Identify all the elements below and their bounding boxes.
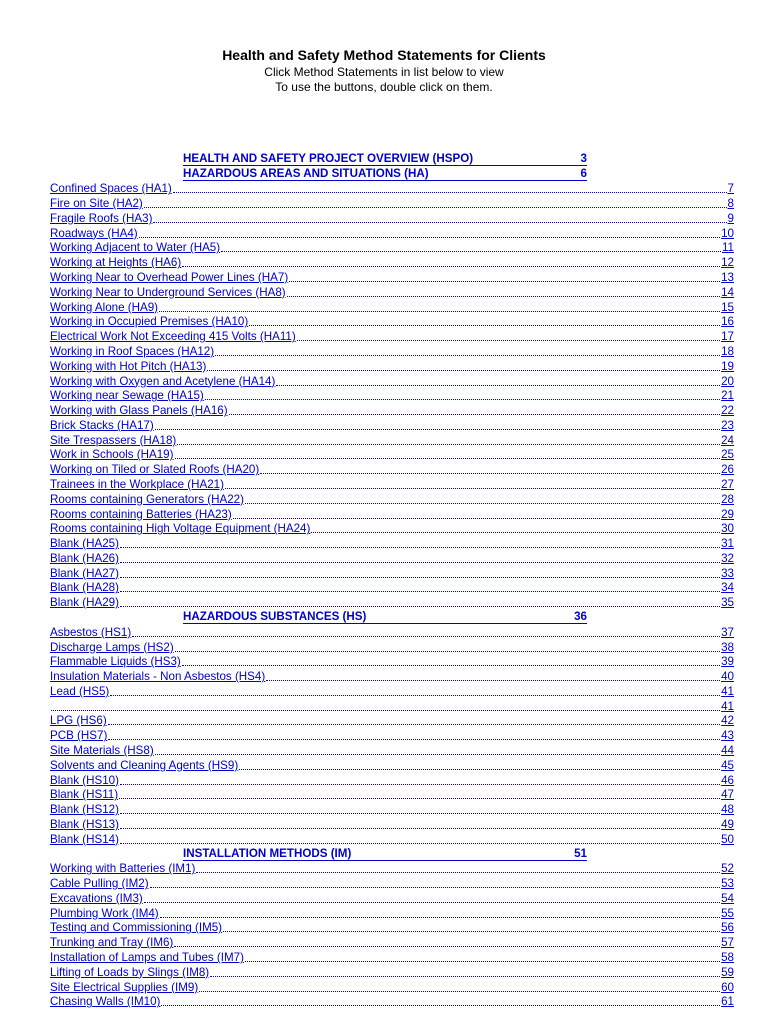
toc-entry-link[interactable] <box>50 655 734 670</box>
dot-leader <box>119 798 720 799</box>
document-title: Health and Safety Method Statements for Clients <box>222 47 546 63</box>
toc-label: Trainees in the Workplace (HA21) <box>50 477 224 491</box>
toc-page-number: 43 <box>721 729 734 743</box>
toc-page-number: 52 <box>721 862 734 876</box>
toc-page-number: 39 <box>721 655 734 669</box>
toc-label: Electrical Work Not Exceeding 415 Volts (HA11) <box>50 330 296 344</box>
toc-page-number: 44 <box>721 744 734 758</box>
dot-leader <box>120 591 720 592</box>
dot-leader <box>199 991 720 992</box>
toc-entry-link[interactable] <box>50 832 734 847</box>
toc-entry-link[interactable] <box>50 684 734 699</box>
dot-leader <box>120 813 720 814</box>
toc-section-link[interactable] <box>50 610 734 625</box>
toc-label: Fragile Roofs (HA3) <box>50 211 153 225</box>
toc-page-number: 38 <box>721 640 734 654</box>
dot-leader <box>233 518 720 519</box>
toc-label: INSTALLATION METHODS (IM) <box>183 846 352 860</box>
dot-leader <box>266 680 720 681</box>
toc-entry-link[interactable] <box>50 980 734 995</box>
toc-page-number: 29 <box>721 507 734 521</box>
toc-page-number: 49 <box>721 817 734 831</box>
toc-label: Site Electrical Supplies (IM9) <box>50 980 199 994</box>
toc-page-number: 21 <box>721 389 734 403</box>
toc-label: Rooms containing High Voltage Equipment (HA24) <box>50 522 311 536</box>
toc-entry-link[interactable] <box>50 876 734 891</box>
toc-entry-link[interactable] <box>50 817 734 832</box>
toc-entry-link[interactable] <box>50 403 734 418</box>
toc-page-number: 61 <box>721 995 734 1009</box>
toc-page-number: 45 <box>721 758 734 772</box>
toc-page-number: 55 <box>721 906 734 920</box>
toc-page-number: 3 <box>580 152 587 165</box>
toc-label: Brick Stacks (HA17) <box>50 418 154 432</box>
toc-page-number: 14 <box>721 285 734 299</box>
toc-page-number: 35 <box>721 596 734 610</box>
toc-label: Roadways (HA4) <box>50 226 138 240</box>
toc-label: Blank (HS14) <box>50 832 119 846</box>
toc-page-number: 59 <box>721 965 734 979</box>
toc-label: Working with Hot Pitch (HA13) <box>50 359 207 373</box>
toc-label: Work in Schools (HA19) <box>50 448 174 462</box>
dot-leader <box>239 769 720 770</box>
toc-label: Testing and Commissioning (IM5) <box>50 921 223 935</box>
dot-leader <box>210 976 720 977</box>
toc-page-number: 34 <box>721 581 734 595</box>
toc-entry-link[interactable] <box>50 788 734 803</box>
toc-page-number: 18 <box>721 344 734 358</box>
dot-leader <box>132 636 720 637</box>
toc-entry-link[interactable] <box>50 315 734 330</box>
toc-label: Chasing Walls (IM10) <box>50 995 161 1009</box>
toc-page-number: 28 <box>721 492 734 506</box>
dot-leader <box>51 710 720 711</box>
dot-leader <box>155 429 720 430</box>
toc-page-number: 17 <box>721 330 734 344</box>
toc-label: Working Near to Underground Services (HA8) <box>50 285 286 299</box>
toc-page-number: 10 <box>721 226 734 240</box>
toc-entry-link[interactable] <box>50 714 734 729</box>
toc-entry-link[interactable] <box>50 906 734 921</box>
toc-entry-link[interactable] <box>50 418 734 433</box>
dot-leader <box>260 473 720 474</box>
toc-page-number: 19 <box>721 359 734 373</box>
dot-leader <box>174 946 720 947</box>
dot-leader <box>177 444 720 445</box>
toc-label: Lead (HS5) <box>50 684 110 698</box>
dot-leader <box>289 281 720 282</box>
toc-label: Blank (HS10) <box>50 773 119 787</box>
toc-label: Blank (HA29) <box>50 596 119 610</box>
instruction-line-1: Click Method Statements in list below to view <box>264 65 504 79</box>
toc-entry-link[interactable] <box>50 433 734 448</box>
dot-leader <box>223 931 720 932</box>
dot-leader <box>120 843 720 844</box>
toc-label: HEALTH AND SAFETY PROJECT OVERVIEW (HSPO) <box>183 152 474 165</box>
toc-entry-link[interactable] <box>50 728 734 743</box>
dot-leader <box>221 251 721 252</box>
toc-entry-link[interactable] <box>50 507 734 522</box>
toc-page-number: 58 <box>721 950 734 964</box>
toc-page-number: 7 <box>727 182 734 196</box>
dot-leader <box>110 695 720 696</box>
toc-entry-link[interactable] <box>50 241 734 256</box>
dot-leader <box>120 828 720 829</box>
toc-entry-link[interactable] <box>50 344 734 359</box>
toc-entry-link[interactable] <box>50 669 734 684</box>
dot-leader <box>225 488 720 489</box>
toc-entry-link[interactable] <box>50 965 734 980</box>
dot-leader <box>108 724 720 725</box>
toc-label: PCB (HS7) <box>50 729 108 743</box>
toc-page-number: 41 <box>721 684 734 698</box>
dot-leader <box>120 562 720 563</box>
toc-entry-link[interactable] <box>50 995 734 1010</box>
toc-page-number: 42 <box>721 714 734 728</box>
toc-entry-link[interactable] <box>50 862 734 877</box>
toc-label: Working at Heights (HA6) <box>50 256 182 270</box>
toc-page-number: 22 <box>721 404 734 418</box>
dot-leader <box>161 1005 720 1006</box>
toc-entry-link[interactable] <box>50 921 734 936</box>
toc-label: Lifting of Loads by Slings (IM8) <box>50 965 210 979</box>
toc-label: Asbestos (HS1) <box>50 625 132 639</box>
toc-page-number: 57 <box>721 936 734 950</box>
toc-entry-link[interactable] <box>50 462 734 477</box>
dot-leader <box>120 577 720 578</box>
toc-entry-link[interactable] <box>50 255 734 270</box>
toc-entry-link[interactable] <box>50 743 734 758</box>
toc-page-number: 40 <box>721 670 734 684</box>
dot-leader <box>205 399 720 400</box>
toc-label: Excavations (IM3) <box>50 891 143 905</box>
toc-label: Working on Tiled or Slated Roofs (HA20) <box>50 463 260 477</box>
toc-page-number: 6 <box>580 166 587 180</box>
toc-page-number: 60 <box>721 980 734 994</box>
toc-page-number: 12 <box>721 256 734 270</box>
toc-label: Discharge Lamps (HS2) <box>50 640 174 654</box>
toc-entry-link[interactable] <box>50 802 734 817</box>
toc-entry-link[interactable] <box>50 581 734 596</box>
toc-label: Insulation Materials - Non Asbestos (HS4) <box>50 670 266 684</box>
dot-leader <box>215 355 720 356</box>
toc-label: Flammable Liquids (HS3) <box>50 655 181 669</box>
toc-label: Solvents and Cleaning Agents (HS9) <box>50 758 239 772</box>
toc-entry-link[interactable] <box>50 551 734 566</box>
toc-page-number: 9 <box>727 211 734 225</box>
toc-label: Working with Batteries (IM1) <box>50 862 196 876</box>
toc-entry-link[interactable] <box>50 359 734 374</box>
toc-page-number: 27 <box>721 477 734 491</box>
dot-leader <box>229 414 720 415</box>
toc-label: Rooms containing Generators (HA22) <box>50 492 244 506</box>
toc-label: Blank (HA25) <box>50 537 119 551</box>
toc-page-number: 36 <box>574 610 587 624</box>
dot-leader <box>311 532 720 533</box>
toc-page-number: 31 <box>721 537 734 551</box>
toc-page-number: 33 <box>721 566 734 580</box>
toc-entry-link[interactable] <box>50 374 734 389</box>
toc-label: Working Adjacent to Water (HA5) <box>50 241 221 255</box>
toc-page-number: 56 <box>721 921 734 935</box>
dot-leader <box>160 917 720 918</box>
toc-entry-link[interactable] <box>50 699 734 714</box>
toc-page-number: 47 <box>721 788 734 802</box>
toc-page-number: 51 <box>574 846 587 860</box>
toc-entry-link[interactable] <box>50 566 734 581</box>
dot-leader <box>144 902 720 903</box>
toc-label: Blank (HA27) <box>50 566 119 580</box>
toc-label: Working in Roof Spaces (HA12) <box>50 344 215 358</box>
toc-label: Fire on Site (HA2) <box>50 197 143 211</box>
dot-leader <box>150 887 721 888</box>
toc-entry-link[interactable] <box>50 891 734 906</box>
toc-page-number: 20 <box>721 374 734 388</box>
toc-entry-link[interactable] <box>50 625 734 640</box>
toc-label: Installation of Lamps and Tubes (IM7) <box>50 950 244 964</box>
toc-entry-link[interactable] <box>50 211 734 226</box>
toc-entry-link[interactable] <box>50 522 734 537</box>
toc-entry-link[interactable] <box>50 950 734 965</box>
toc-entry-link[interactable] <box>50 773 734 788</box>
toc-page-number: 24 <box>721 433 734 447</box>
toc-entry-link[interactable] <box>50 329 734 344</box>
toc-entry-link[interactable] <box>50 477 734 492</box>
toc-entry-link[interactable] <box>50 758 734 773</box>
dot-leader <box>245 503 720 504</box>
toc-label: Working with Oxygen and Acetylene (HA14) <box>50 374 276 388</box>
toc-section-link[interactable] <box>50 167 734 182</box>
dot-leader <box>120 784 720 785</box>
toc-page-number: 30 <box>721 522 734 536</box>
toc-entry-link[interactable] <box>50 595 734 610</box>
dot-leader <box>207 370 720 371</box>
toc-entry-link[interactable] <box>50 389 734 404</box>
toc-label: Blank (HS11) <box>50 788 119 802</box>
toc-entry-link[interactable] <box>50 448 734 463</box>
toc-entry-link[interactable] <box>50 536 734 551</box>
toc-page-number: 54 <box>721 891 734 905</box>
dot-leader <box>120 547 720 548</box>
dot-leader <box>245 961 720 962</box>
toc-label: Working Near to Overhead Power Lines (HA7) <box>50 271 289 285</box>
instruction-line-2: To use the buttons, double click on them. <box>275 80 493 94</box>
toc-entry-link[interactable] <box>50 182 734 197</box>
toc-page-number: 48 <box>721 803 734 817</box>
dot-leader <box>155 754 720 755</box>
dot-leader <box>276 385 720 386</box>
dot-leader <box>249 325 720 326</box>
toc-page-number: 37 <box>721 625 734 639</box>
toc-label: Blank (HS13) <box>50 817 119 831</box>
toc-label: Working in Occupied Premises (HA10) <box>50 315 249 329</box>
toc-label: Confined Spaces (HA1) <box>50 182 172 196</box>
toc-label: Blank (HS12) <box>50 803 119 817</box>
toc-section-link[interactable] <box>50 847 734 862</box>
toc-entry-link[interactable] <box>50 640 734 655</box>
toc-label: Cable Pulling (IM2) <box>50 877 149 891</box>
toc-entry-link[interactable] <box>50 226 734 241</box>
table-of-contents <box>50 152 734 1009</box>
toc-entry-link[interactable] <box>50 492 734 507</box>
toc-entry-link[interactable] <box>50 285 734 300</box>
toc-page-number: 8 <box>727 197 734 211</box>
toc-entry-link[interactable] <box>50 196 734 211</box>
toc-page-number: 26 <box>721 463 734 477</box>
toc-page-number: 46 <box>721 773 734 787</box>
toc-entry-link[interactable] <box>50 270 734 285</box>
toc-page-number: 23 <box>721 418 734 432</box>
toc-page-number: 53 <box>721 877 734 891</box>
toc-page-number: 13 <box>721 271 734 285</box>
toc-label: Working Alone (HA9) <box>50 300 159 314</box>
toc-section-link[interactable] <box>50 152 734 167</box>
toc-label: Site Trespassers (HA18) <box>50 433 177 447</box>
toc-label: Blank (HA28) <box>50 581 119 595</box>
toc-page-number: 41 <box>721 699 734 713</box>
toc-label: HAZARDOUS AREAS AND SITUATIONS (HA) <box>183 166 429 180</box>
toc-label: Trunking and Tray (IM6) <box>50 936 174 950</box>
toc-entry-link[interactable] <box>50 935 734 950</box>
toc-page-number: 11 <box>721 241 734 255</box>
toc-page-number: 50 <box>721 832 734 846</box>
dot-leader <box>108 739 720 740</box>
dot-leader <box>139 237 720 238</box>
toc-entry-link[interactable] <box>50 300 734 315</box>
dot-leader <box>144 207 727 208</box>
toc-label: HAZARDOUS SUBSTANCES (HS) <box>183 610 367 624</box>
toc-label: Plumbing Work (IM4) <box>50 906 159 920</box>
dot-leader <box>120 606 720 607</box>
dot-leader <box>182 266 720 267</box>
dot-leader <box>159 311 720 312</box>
toc-page-number: 32 <box>721 551 734 565</box>
toc-label: Working near Sewage (HA15) <box>50 389 204 403</box>
toc-label: Blank (HA26) <box>50 551 119 565</box>
toc-label: LPG (HS6) <box>50 714 107 728</box>
dot-leader <box>175 651 720 652</box>
dot-leader <box>287 296 720 297</box>
dot-leader <box>175 458 721 459</box>
dot-leader <box>196 872 720 873</box>
dot-leader <box>182 665 720 666</box>
toc-page-number: 25 <box>721 448 734 462</box>
dot-leader <box>297 340 720 341</box>
toc-label: Site Materials (HS8) <box>50 744 154 758</box>
toc-page-number: 16 <box>721 315 734 329</box>
toc-label: Rooms containing Batteries (HA23) <box>50 507 232 521</box>
dot-leader <box>153 222 726 223</box>
toc-label: Working with Glass Panels (HA16) <box>50 404 228 418</box>
dot-leader <box>173 192 727 193</box>
toc-page-number: 15 <box>721 300 734 314</box>
